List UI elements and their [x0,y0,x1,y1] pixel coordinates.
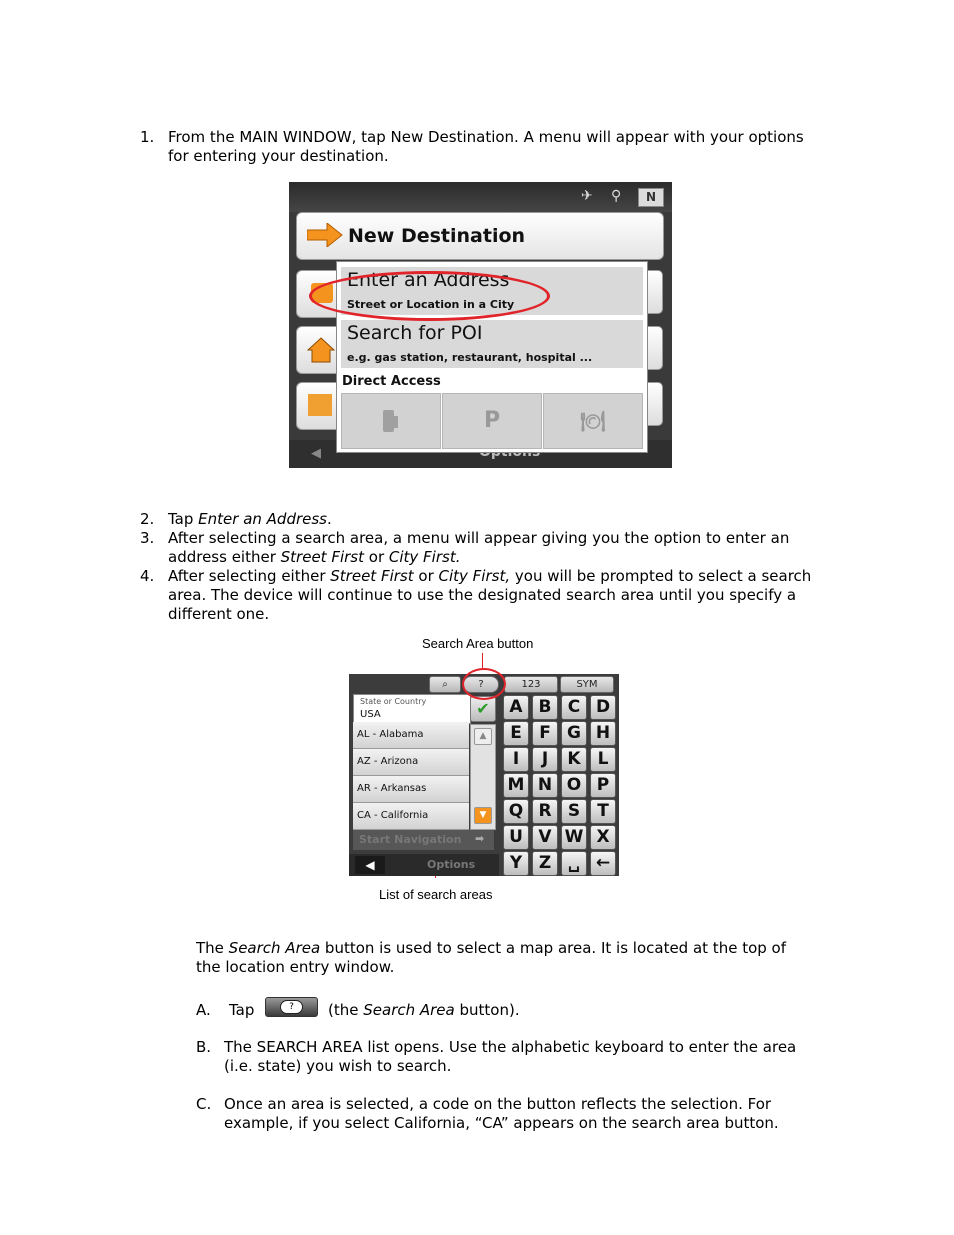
step-number: 3. [140,529,155,547]
key-z[interactable]: Z [532,851,558,876]
direct-access-label: Direct Access [342,374,441,389]
map-icon [308,394,332,416]
parking-icon: P [483,408,501,433]
text: button). [454,1001,520,1019]
text: button is used to select a map area. It is located at the top of [320,939,786,957]
search-area-screenshot [349,674,619,876]
text: (the [328,1001,364,1019]
key-space[interactable]: ␣ [561,851,587,876]
step-4-line3: different one. [168,605,270,623]
search-poi-item[interactable] [341,320,643,368]
status-badge: N [638,188,664,207]
home-icon [307,337,335,363]
search-poi-title: Search for POI [347,322,483,344]
item-letter: C. [196,1095,212,1113]
text: address either [168,548,281,566]
status-bar [289,182,672,212]
search-poi-subtitle: e.g. gas station, restaurant, hospital ... [347,351,593,364]
item-letter: B. [196,1038,212,1056]
step-number: 4. [140,567,155,585]
antenna-icon: ⚲ [611,188,622,204]
new-destination-button[interactable] [296,212,664,260]
step-1-line1: From the MAIN WINDOW, tap New Destination. A menu will appear with your options [168,128,804,146]
search-icon: ⌕ [442,679,448,690]
back-arrow-icon[interactable]: ◀ [355,856,385,874]
key-h[interactable]: H [590,721,616,746]
item-c-line2: example, if you select California, “CA” appears on the search area button. [224,1114,779,1132]
annotation-line [482,653,483,669]
search-area-button-image [265,997,318,1017]
text: After selecting either [168,567,331,585]
fuel-button[interactable] [341,393,441,449]
find-button[interactable] [429,676,461,693]
key-g[interactable]: G [561,721,587,746]
key-b[interactable]: B [532,695,558,720]
satellite-icon: ✈ [581,188,593,204]
tap-label: Tap [229,1001,255,1019]
key-l[interactable]: L [590,747,616,772]
item-b-line1: The SEARCH AREA list opens. Use the alphabetic keyboard to enter the area [224,1038,797,1056]
key-r[interactable]: R [532,799,558,824]
key-x[interactable]: X [590,825,616,850]
key-f[interactable]: F [532,721,558,746]
step-2-text [168,510,332,529]
start-navigation-bar[interactable] [353,830,494,850]
bottom-bar [349,854,499,876]
scroll-down-icon[interactable]: ▼ [474,807,492,824]
arrow-right-icon: ➡ [475,832,485,845]
arrow-right-icon [307,223,343,247]
step-3-line2 [168,548,461,567]
emphasis: Search Area [228,939,321,957]
text: Tap [168,510,199,528]
parking-button[interactable] [442,393,542,449]
key-t[interactable]: T [590,799,616,824]
key-backspace[interactable]: ← [590,851,616,876]
enter-address-subtitle: Street or Location in a City [347,298,515,311]
key-n[interactable]: N [532,773,558,798]
text: or [413,567,439,585]
text: . [327,510,332,528]
step-4-line1 [168,567,811,586]
emphasis: City First, [438,567,511,585]
state-country-input[interactable] [353,694,471,724]
help-label: ? [280,1000,303,1014]
key-a[interactable]: A [503,695,529,720]
key-d[interactable]: D [590,695,616,720]
step-1-line2: for entering your destination. [168,147,389,165]
highlight-circle [462,668,506,700]
key-y[interactable]: Y [503,851,529,876]
intro-line2: the location entry window. [196,958,395,976]
key-i[interactable]: I [503,747,529,772]
back-arrow-icon[interactable]: ◀ [311,446,321,461]
list-item[interactable]: CA - California [353,803,469,830]
key-q[interactable]: Q [503,799,529,824]
list-scrollbar[interactable] [470,724,496,830]
enter-address-title: Enter an Address [347,269,510,291]
restaurant-icon: 🍽 [580,409,606,433]
key-j[interactable]: J [532,747,558,772]
step-number: 1. [140,128,155,146]
scroll-up-icon[interactable]: ▲ [474,728,492,745]
key-c[interactable]: C [561,695,587,720]
list-item[interactable]: AL - Alabama [353,722,469,749]
emphasis: Street First [280,548,364,566]
symbol-keys-button[interactable]: SYM [560,676,614,693]
highlight-oval [309,271,550,321]
input-value: USA [360,709,381,720]
fuel-pump-icon [381,408,401,434]
key-v[interactable]: V [532,825,558,850]
key-u[interactable]: U [503,825,529,850]
help-label: ? [478,679,484,690]
step-number: 2. [140,510,155,528]
key-s[interactable]: S [561,799,587,824]
search-area-annotation: Search Area button [422,636,534,651]
key-p[interactable]: P [590,773,616,798]
input-hint: State or Country [360,697,427,706]
emphasis: Street First [330,567,414,585]
emphasis: Search Area [363,1001,455,1019]
list-annotation: List of search areas [379,887,493,902]
text: or [364,548,389,566]
text: you will be prompted to select a search [510,567,812,585]
checkmark-icon: ✔ [476,699,490,718]
emphasis: Enter an Address [198,510,327,528]
restaurant-button[interactable] [543,393,643,449]
item-c-line1: Once an area is selected, a code on the button reflects the selection. For [224,1095,772,1113]
step-4-line2: area. The device will continue to use the designated search area until you specify a [168,586,797,604]
numeric-keys-button[interactable]: 123 [504,676,558,693]
key-e[interactable]: E [503,721,529,746]
key-w[interactable]: W [561,825,587,850]
options-label: Options [427,858,476,871]
text: The [196,939,229,957]
list-item[interactable]: AZ - Arizona [353,749,469,776]
intro-line1 [196,939,786,958]
key-k[interactable]: K [561,747,587,772]
list-item[interactable]: AR - Arkansas [353,776,469,803]
new-destination-screenshot [289,182,672,468]
item-a-text [328,1001,520,1020]
new-destination-label: New Destination [348,225,526,247]
key-o[interactable]: O [561,773,587,798]
start-navigation-label: Start Navigation [359,833,462,846]
emphasis: City First. [388,548,461,566]
item-letter: A. [196,1001,211,1019]
item-b-line2: (i.e. state) you wish to search. [224,1057,452,1075]
step-3-line1: After selecting a search area, a menu will appear giving you the option to enter an [168,529,790,547]
key-m[interactable]: M [503,773,529,798]
